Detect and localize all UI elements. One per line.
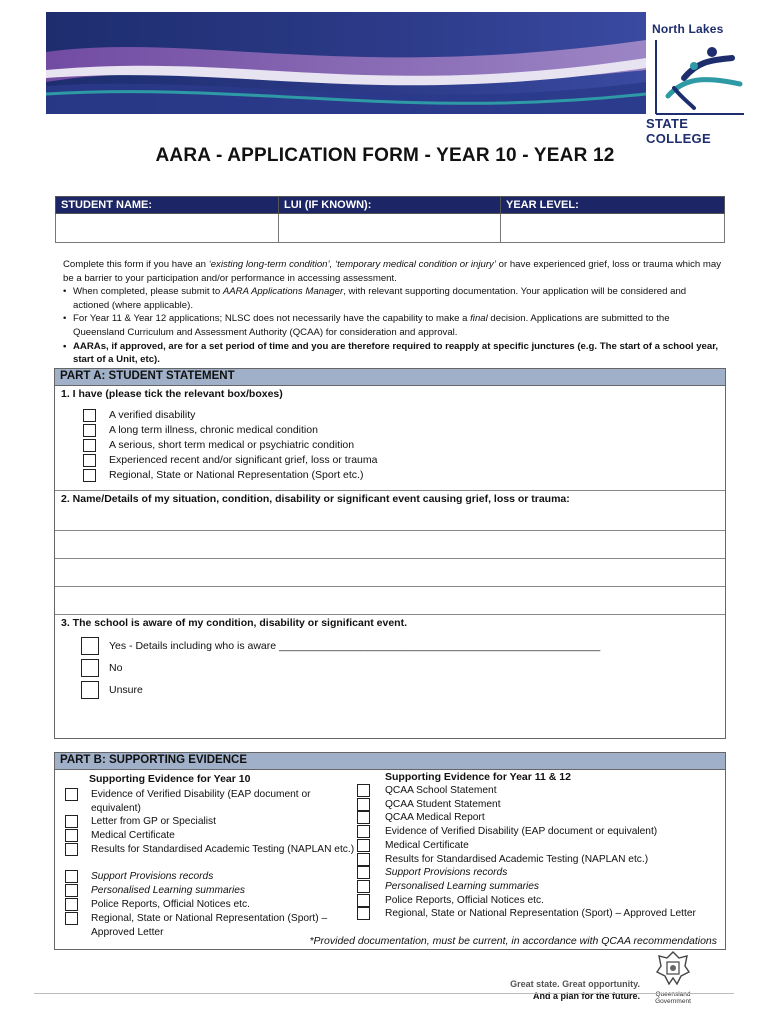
year11-12-item[interactable] <box>355 866 725 880</box>
evidence-label: Regional, State or National Representation (Sport) – Approved Letter <box>385 908 696 920</box>
checkbox[interactable] <box>81 637 99 655</box>
bullet-text: , with relevant supporting documentation. Your application will be considered and actioned (where applicable). <box>73 286 687 311</box>
crest-icon <box>653 950 693 986</box>
checkbox[interactable] <box>357 798 370 811</box>
option-label: A serious, short term medical or psychiatric condition <box>109 439 355 451</box>
checkbox[interactable] <box>357 853 370 866</box>
checkbox[interactable] <box>83 454 96 467</box>
year11-12-item[interactable] <box>355 907 725 921</box>
banner-graphic <box>46 12 646 114</box>
checkbox[interactable] <box>65 912 78 925</box>
q2-answer-line-2[interactable] <box>55 558 725 586</box>
school-logo-emblem <box>654 38 746 116</box>
evidence-label: Medical Certificate <box>91 830 175 841</box>
year10-item[interactable] <box>61 884 361 898</box>
checkbox[interactable] <box>83 439 96 452</box>
intro-text-a: Complete this form if you have an <box>63 259 209 270</box>
checkbox[interactable] <box>357 880 370 893</box>
checkbox[interactable] <box>357 907 370 920</box>
evidence-label: Medical Certificate <box>385 839 469 851</box>
evidence-label: Personalised Learning summaries <box>91 885 246 896</box>
year11-12-item[interactable] <box>355 853 725 867</box>
evidence-label: Support Provisions records <box>91 871 214 882</box>
evidence-label: QCAA Student Statement <box>385 798 501 810</box>
year11-12-item[interactable] <box>355 880 725 894</box>
evidence-label: Evidence of Verified Disability (EAP document or equivalent) <box>385 826 658 838</box>
checkbox[interactable] <box>65 898 78 911</box>
q2-block[interactable] <box>55 490 725 530</box>
queensland-crest <box>648 950 698 1005</box>
checkbox[interactable] <box>65 884 78 897</box>
evidence-label: QCAA Medical Report <box>385 812 485 824</box>
option-verified-disability[interactable] <box>55 408 725 423</box>
part-a-section <box>54 368 726 739</box>
option-label: Regional, State or National Representation (Sport etc.) <box>109 469 364 481</box>
intro-bullet-submit <box>63 285 723 312</box>
checkbox[interactable] <box>65 815 78 828</box>
year10-item[interactable] <box>61 898 361 912</box>
option-label: A long term illness, chronic medical condition <box>109 424 318 436</box>
school-name-top: North Lakes <box>652 22 724 36</box>
checkbox[interactable] <box>65 843 78 856</box>
evidence-label: Police Reports, Official Notices etc. <box>91 899 250 910</box>
bullet-text-italic: final <box>470 313 488 325</box>
year11-12-item[interactable] <box>355 784 725 798</box>
slogan-line-1: Great state. Great opportunity. <box>510 979 640 989</box>
intro-bullet-reapply <box>63 340 723 367</box>
option-no[interactable] <box>55 657 725 679</box>
checkbox[interactable] <box>357 839 370 852</box>
option-grief-loss-trauma[interactable] <box>55 453 725 468</box>
checkbox[interactable] <box>65 829 78 842</box>
year-level-header: YEAR LEVEL: <box>501 197 725 214</box>
checkbox[interactable] <box>357 866 370 879</box>
option-yes[interactable] <box>55 635 725 657</box>
part-b-heading: PART B: SUPPORTING EVIDENCE <box>55 753 725 770</box>
part-a-heading: PART A: STUDENT STATEMENT <box>55 369 725 386</box>
checkbox[interactable] <box>357 784 370 797</box>
evidence-label: Results for Standardised Academic Testing (NAPLAN etc.) <box>385 853 649 865</box>
year11-12-evidence-title: Supporting Evidence for Year 11 & 12 <box>385 771 571 783</box>
student-details-table <box>55 196 725 243</box>
header-banner <box>46 12 646 114</box>
checkbox[interactable] <box>357 825 370 838</box>
q2-answer-line-3[interactable] <box>55 586 725 614</box>
bullet-text: decision. Applications are submitted to the Queensland Curriculum and Assessment Authority (QCAA) for consideration and approval. <box>73 313 670 338</box>
year10-item[interactable] <box>61 829 361 843</box>
intro-text <box>63 258 723 367</box>
option-unsure[interactable] <box>55 679 725 701</box>
checkbox[interactable] <box>83 409 96 422</box>
bullet-text-italic: AARA Applications Manager <box>222 286 344 298</box>
year11-12-evidence-column <box>355 771 725 921</box>
checkbox[interactable] <box>357 894 370 907</box>
lui-field[interactable] <box>279 214 501 243</box>
bullet-text: When completed, please submit to <box>73 286 223 298</box>
year10-item[interactable] <box>61 870 361 884</box>
bullet-text: AARAs, <box>73 340 109 352</box>
checkbox[interactable] <box>357 811 370 824</box>
evidence-label: QCAA School Statement <box>385 785 497 796</box>
lui-header: LUI (IF KNOWN): <box>279 197 501 214</box>
slogan-line-2: And a plan for the future. <box>533 991 640 1001</box>
year10-evidence-title: Supporting Evidence for Year 10 <box>89 773 251 785</box>
evidence-label: Letter from GP or Specialist <box>91 816 216 827</box>
year10-item[interactable] <box>61 843 361 870</box>
option-short-term-medical[interactable] <box>55 438 725 453</box>
q2-label: 2. Name/Details of my situation, condition, disability or significant event causing grief, loss or trauma: <box>61 493 570 505</box>
year11-12-item[interactable] <box>355 894 725 908</box>
gov-label-1: Queensland <box>655 991 691 998</box>
q1-block <box>55 386 725 490</box>
option-label: Yes - Details including who is aware _______________________________________________________ <box>109 640 601 652</box>
checkbox[interactable] <box>83 469 96 482</box>
option-label: A verified disability <box>109 409 196 421</box>
q1-label: 1. I have (please tick the relevant box/boxes) <box>61 388 283 400</box>
year11-12-item[interactable] <box>355 839 725 853</box>
option-label: Unsure <box>109 684 143 696</box>
gov-label-2: Government <box>655 998 691 1005</box>
student-name-header: STUDENT NAME: <box>56 197 279 214</box>
year10-item[interactable] <box>61 788 361 815</box>
evidence-label: Support Provisions records <box>385 867 508 879</box>
evidence-label: Evidence of Verified Disability (EAP document or equivalent) <box>91 789 311 814</box>
checkbox[interactable] <box>65 788 78 801</box>
evidence-label: Police Reports, Official Notices etc. <box>385 894 544 906</box>
footer-divider <box>34 993 734 994</box>
intro-paragraph <box>63 258 723 285</box>
year11-12-item[interactable] <box>355 811 725 825</box>
student-name-field[interactable] <box>56 214 279 243</box>
q2-answer-line-1[interactable] <box>55 530 725 558</box>
checkbox[interactable] <box>65 870 78 883</box>
bullet-text: For Year 11 & Year 12 applications; NLSC does not necessarily have the capability to make a <box>73 313 471 325</box>
q3-label: 3. The school is aware of my condition, disability or significant event. <box>61 617 407 629</box>
year11-12-item[interactable] <box>355 798 725 812</box>
year10-evidence-column <box>61 773 361 939</box>
page-title: AARA - APPLICATION FORM - YEAR 10 - YEAR 12 <box>155 145 615 166</box>
school-logo <box>644 18 754 146</box>
evidence-footnote: *Provided documentation, must be current, in accordance with QCAA recommendations <box>309 935 717 947</box>
option-representation[interactable] <box>55 468 725 483</box>
option-long-term-illness[interactable] <box>55 423 725 438</box>
option-label: Experienced recent and/or significant grief, loss or trauma <box>109 454 378 466</box>
intro-text-c: or have experienced grief, loss or trauma which may be a barrier to your participation and/or performance in accessing assessment. <box>63 259 722 284</box>
evidence-label: Results for Standardised Academic Testing (NAPLAN etc.) <box>91 844 355 855</box>
option-label: No <box>109 662 123 674</box>
checkbox[interactable] <box>81 659 99 677</box>
bullet-text: if approved, are for a set period of time and you are therefore required to reapply at specific junctures (e.g. The start of a school year, start of a Unit, etc). <box>73 340 719 366</box>
intro-bullet-qcaa <box>63 312 723 339</box>
school-name-bottom: STATE COLLEGE <box>646 116 711 146</box>
evidence-label: Regional, State or National Representation (Sport) – Approved Letter <box>91 913 328 938</box>
year11-12-item[interactable] <box>355 825 725 839</box>
intro-text-b: ‘existing long-term condition’, ‘temporary medical condition or injury’ <box>208 259 496 270</box>
government-slogan <box>500 978 640 1002</box>
q3-block <box>55 614 725 738</box>
year10-item[interactable] <box>61 815 361 829</box>
evidence-label: Personalised Learning summaries <box>385 880 540 892</box>
checkbox[interactable] <box>81 681 99 699</box>
part-b-section <box>54 752 726 950</box>
checkbox[interactable] <box>83 424 96 437</box>
year-level-field[interactable] <box>501 214 725 243</box>
